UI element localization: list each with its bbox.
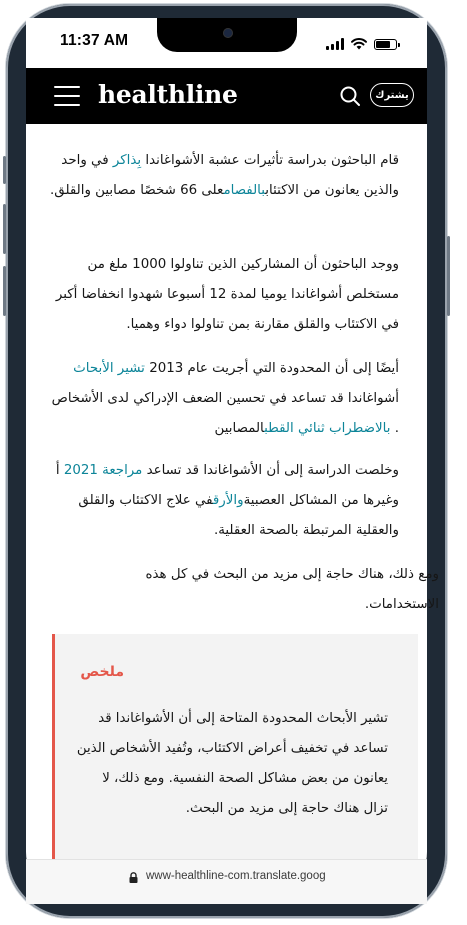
link-bipolar[interactable]: بِذاكر (112, 153, 142, 168)
notch (157, 18, 297, 52)
link-insomnia[interactable]: والأرق (212, 493, 244, 508)
search-icon[interactable] (339, 85, 361, 107)
menu-icon[interactable] (54, 86, 80, 106)
link-review-2021[interactable]: مراجعة 2021 (63, 463, 143, 478)
paragraph-4 (26, 456, 427, 546)
text: وخلصت الدراسة إلى أن الأشواغاندا قد تساعد (142, 463, 399, 478)
subscribe-button[interactable]: يشترك (370, 83, 414, 107)
summary-box (52, 634, 418, 874)
status-bar (26, 18, 427, 68)
summary-accent-bar (52, 634, 55, 874)
battery-icon (374, 39, 397, 50)
text: على 66 شخصًا مصابين والقلق. (50, 183, 224, 198)
link-schizophrenia[interactable]: بالفصام (223, 183, 266, 198)
wifi-icon (350, 36, 368, 50)
summary-text: تشير الأبحاث المحدودة المتاحة إلى أن الأشواغاندا قد تساعد في تخفيف أعراض الاكتئاب، وتُفيد الأشخاص الذين يعانون من بعض مشاكل الصحة النفسية. ومع ذلك، لا تزال هناك حاجة إلى مزيد من البحث. (76, 711, 388, 816)
link-bipolar-disorder[interactable]: بالاضطراب ثنائي القطب (264, 421, 391, 436)
paragraph-2: ووجد الباحثون أن المشاركين الذين تناولوا 1000 ملغ من مستخلص أشواغاندا يوميا لمدة 12 أسبوعا شهدوا انخفاضا أكبر في الاكتئاب والقلق مقارنة بمن تناولوا دواء وهميا. (55, 257, 399, 332)
paragraph-5: ومع ذلك، هناك حاجة إلى مزيد من البحث في كل هذه الاستخدامات. (145, 567, 439, 612)
url-text[interactable]: www-healthline-com.translate.goog (146, 870, 326, 882)
site-logo[interactable]: healthline (98, 80, 238, 109)
mute-switch (3, 156, 6, 184)
text: أشواغاندا قد تساعد في تحسين الضعف الإدراكي لدى الأشخاص . (51, 391, 399, 436)
text: المصابين (214, 421, 265, 436)
volume-down-button (3, 266, 6, 316)
status-icons (326, 36, 397, 50)
lock-icon (129, 872, 138, 883)
link-research[interactable]: تشير الأبحاث (73, 361, 145, 376)
text: في علاج الاكتئاب والقلق والعقلية المرتبطة بالصحة العقلية. (78, 493, 399, 538)
browser-url-bar[interactable] (26, 859, 427, 904)
phone-frame (6, 4, 447, 918)
screen (26, 18, 439, 904)
text: أيضًا إلى أن المحدودة التي أجريت عام 2013 (144, 361, 399, 376)
cellular-signal-icon (326, 38, 344, 50)
text: قام الباحثون بدراسة تأثيرات عشبة الأشواغاندا (141, 153, 399, 168)
paragraph-1 (26, 146, 427, 206)
status-time: 11:37 AM (60, 32, 129, 49)
volume-up-button (3, 204, 6, 254)
summary-title: ملخص (80, 664, 124, 680)
text: في واحد والذين يعانون من الاكتئاب (61, 153, 399, 198)
text: أ وغيرها من المشاكل العصبية (55, 463, 399, 508)
power-button (447, 236, 450, 316)
article-content (26, 124, 439, 859)
site-header (26, 68, 427, 124)
paragraph-3 (26, 354, 427, 444)
front-camera (223, 28, 233, 38)
